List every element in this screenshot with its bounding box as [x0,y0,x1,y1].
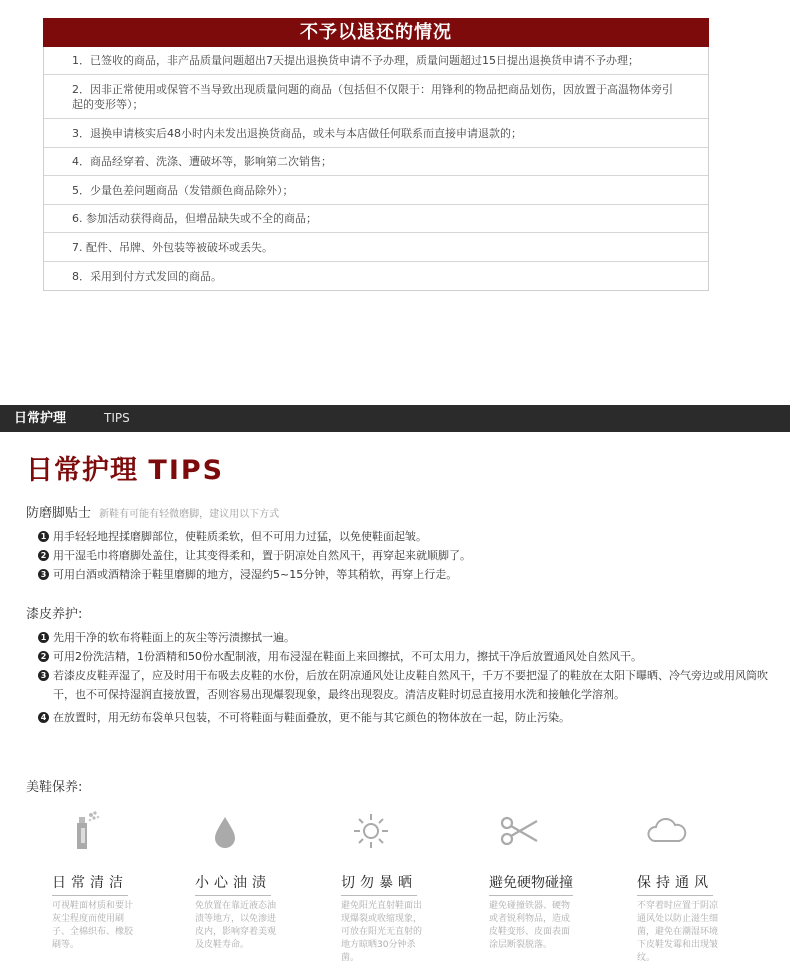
care-heading: 美鞋保养: [26,780,83,795]
return-item: 1．已签收的商品，非产品质量问题超出7天提出退换货申请不予办理，质量问题超过15日提出退换货申请不予办理； [72,54,639,67]
section-bar [0,405,790,432]
patent-care-list [38,628,768,727]
care-title: 切勿暴晒 [341,872,417,896]
care-desc: 免放置在靠近液态油渍等地方，以免渗进皮内，影响穿着美观及皮鞋寿命。 [195,901,277,950]
page-title-en: TIPS [148,455,225,486]
return-item: 8．采用到付方式发回的商品。 [44,261,708,290]
care-desc: 避免阳光直射鞋面出现爆裂或收缩现象，可放在阳光无直射的地方晾晒30分钟杀菌。 [341,901,423,963]
number-3-icon: 3 [38,670,49,681]
anti-wear-title: 防磨脚贴士 [26,506,92,521]
care-title: 小心油渍 [195,872,271,896]
list-item [38,546,768,565]
return-item: 7. 配件、吊牌、外包装等被破坏或丢失。 [44,232,708,261]
number-2-icon: 2 [38,651,49,662]
care-title: 避免硬物碰撞 [489,872,573,896]
tip-text: 先用干净的软布将鞋面上的灰尘等污渍擦拭一遍。 [53,631,295,644]
sun-icon [301,808,441,854]
return-item: 6. 参加活动获得商品，但增品缺失或不全的商品； [44,204,708,232]
page-title [26,448,224,487]
care-item-hard-objects [489,808,589,952]
list-item [38,565,768,584]
list-item [38,527,768,546]
page-title-cn: 日常护理 [26,455,138,486]
care-title: 保持通风 [637,872,713,896]
section-bar-tips: TIPS [104,411,130,425]
return-item: 4．商品经穿着、洗涤、遭破坏等，影响第二次销售； [44,147,708,175]
list-item [38,628,768,647]
number-4-icon: 4 [38,712,49,723]
list-item [38,647,768,666]
list-item [38,708,768,727]
return-policy-table [43,18,709,291]
care-item-cleaning [52,808,152,952]
tip-text: 在放置时，用无纺布袋单只包装，不可将鞋面与鞋面叠放，更不能与其它颜色的物体放在一起，防止污染。 [53,711,570,724]
care-desc: 避免碰撞铁器、硬物或者锐利物品，造成皮鞋变形、皮面表面涂层断裂脱落。 [489,901,571,950]
tip-text: 可用白酒或酒精涂于鞋里磨脚的地方，浸湿约5~15分钟，等其稍软，再穿上行走。 [53,568,458,581]
care-item-oil [195,808,295,952]
list-item [38,666,768,704]
care-desc: 可视鞋面材质和要计灰尘程度而使用刷子、全棉织布、橡胶刷等。 [52,901,134,950]
number-1-icon: 1 [38,632,49,643]
cloud-icon [597,808,737,854]
care-desc: 不穿着时应置于阴凉通风处以防止滋生细菌，避免在潮湿环境下皮鞋发霉和出现皱纹。 [637,901,719,963]
oil-drop-icon [155,808,295,854]
return-policy-title: 不予以退还的情况 [43,18,709,47]
tip-text: 用手轻轻地捏揉磨脚部位，使鞋质柔软，但不可用力过猛，以免使鞋面起皱。 [53,530,427,543]
patent-care-heading: 漆皮养护: [26,607,83,622]
care-item-sun [341,808,441,965]
number-2-icon: 2 [38,550,49,561]
anti-wear-heading [26,502,279,521]
return-item: 3．退换申请核实后48小时内未发出退换货商品，或未与本店做任何联系而直接申请退款的； [44,118,708,147]
anti-wear-subtitle: 新鞋有可能有轻微磨脚，建议用以下方式 [99,509,280,520]
spray-bottle-icon [12,808,152,854]
anti-wear-list [38,527,768,584]
care-title: 日常清洁 [52,872,128,896]
care-item-ventilation [637,808,737,965]
number-1-icon: 1 [38,531,49,542]
number-3-icon: 3 [38,569,49,580]
scissors-icon [449,808,589,854]
tip-text: 用干湿毛巾将磨脚处盖住，让其变得柔和，置于阴凉处自然风干，再穿起来就顺脚了。 [53,549,471,562]
return-policy-list [43,47,709,291]
section-bar-title: 日常护理 [14,411,67,426]
return-item: 2．因非正常使用或保管不当导致出现质量问题的商品（包括但不仅限于：用锋利的物品把商品划伤，因放置于高温物体旁引起的变形等）； [44,74,708,118]
care-icons [0,808,790,974]
tip-text: 可用2份洗洁精，1份酒精和50份水配制液，用布浸湿在鞋面上来回擦拭，不可太用力，擦拭干净后放置通风处自然风干。 [53,650,642,663]
return-item: 5．少量色差问题商品（发错颜色商品除外）； [44,175,708,204]
tip-text: 若漆皮皮鞋弄湿了，应及时用干布吸去皮鞋的水份，后放在阴凉通风处让皮鞋自然风干，千万不要把湿了的鞋放在太阳下曝晒、冷气旁边或用风筒吹干，也不可保持湿润直接放置，否则容易出现爆裂现象，最终出现裂皮。清洁皮鞋时切忌直接用水洗和接触化学溶剂。 [53,669,768,701]
